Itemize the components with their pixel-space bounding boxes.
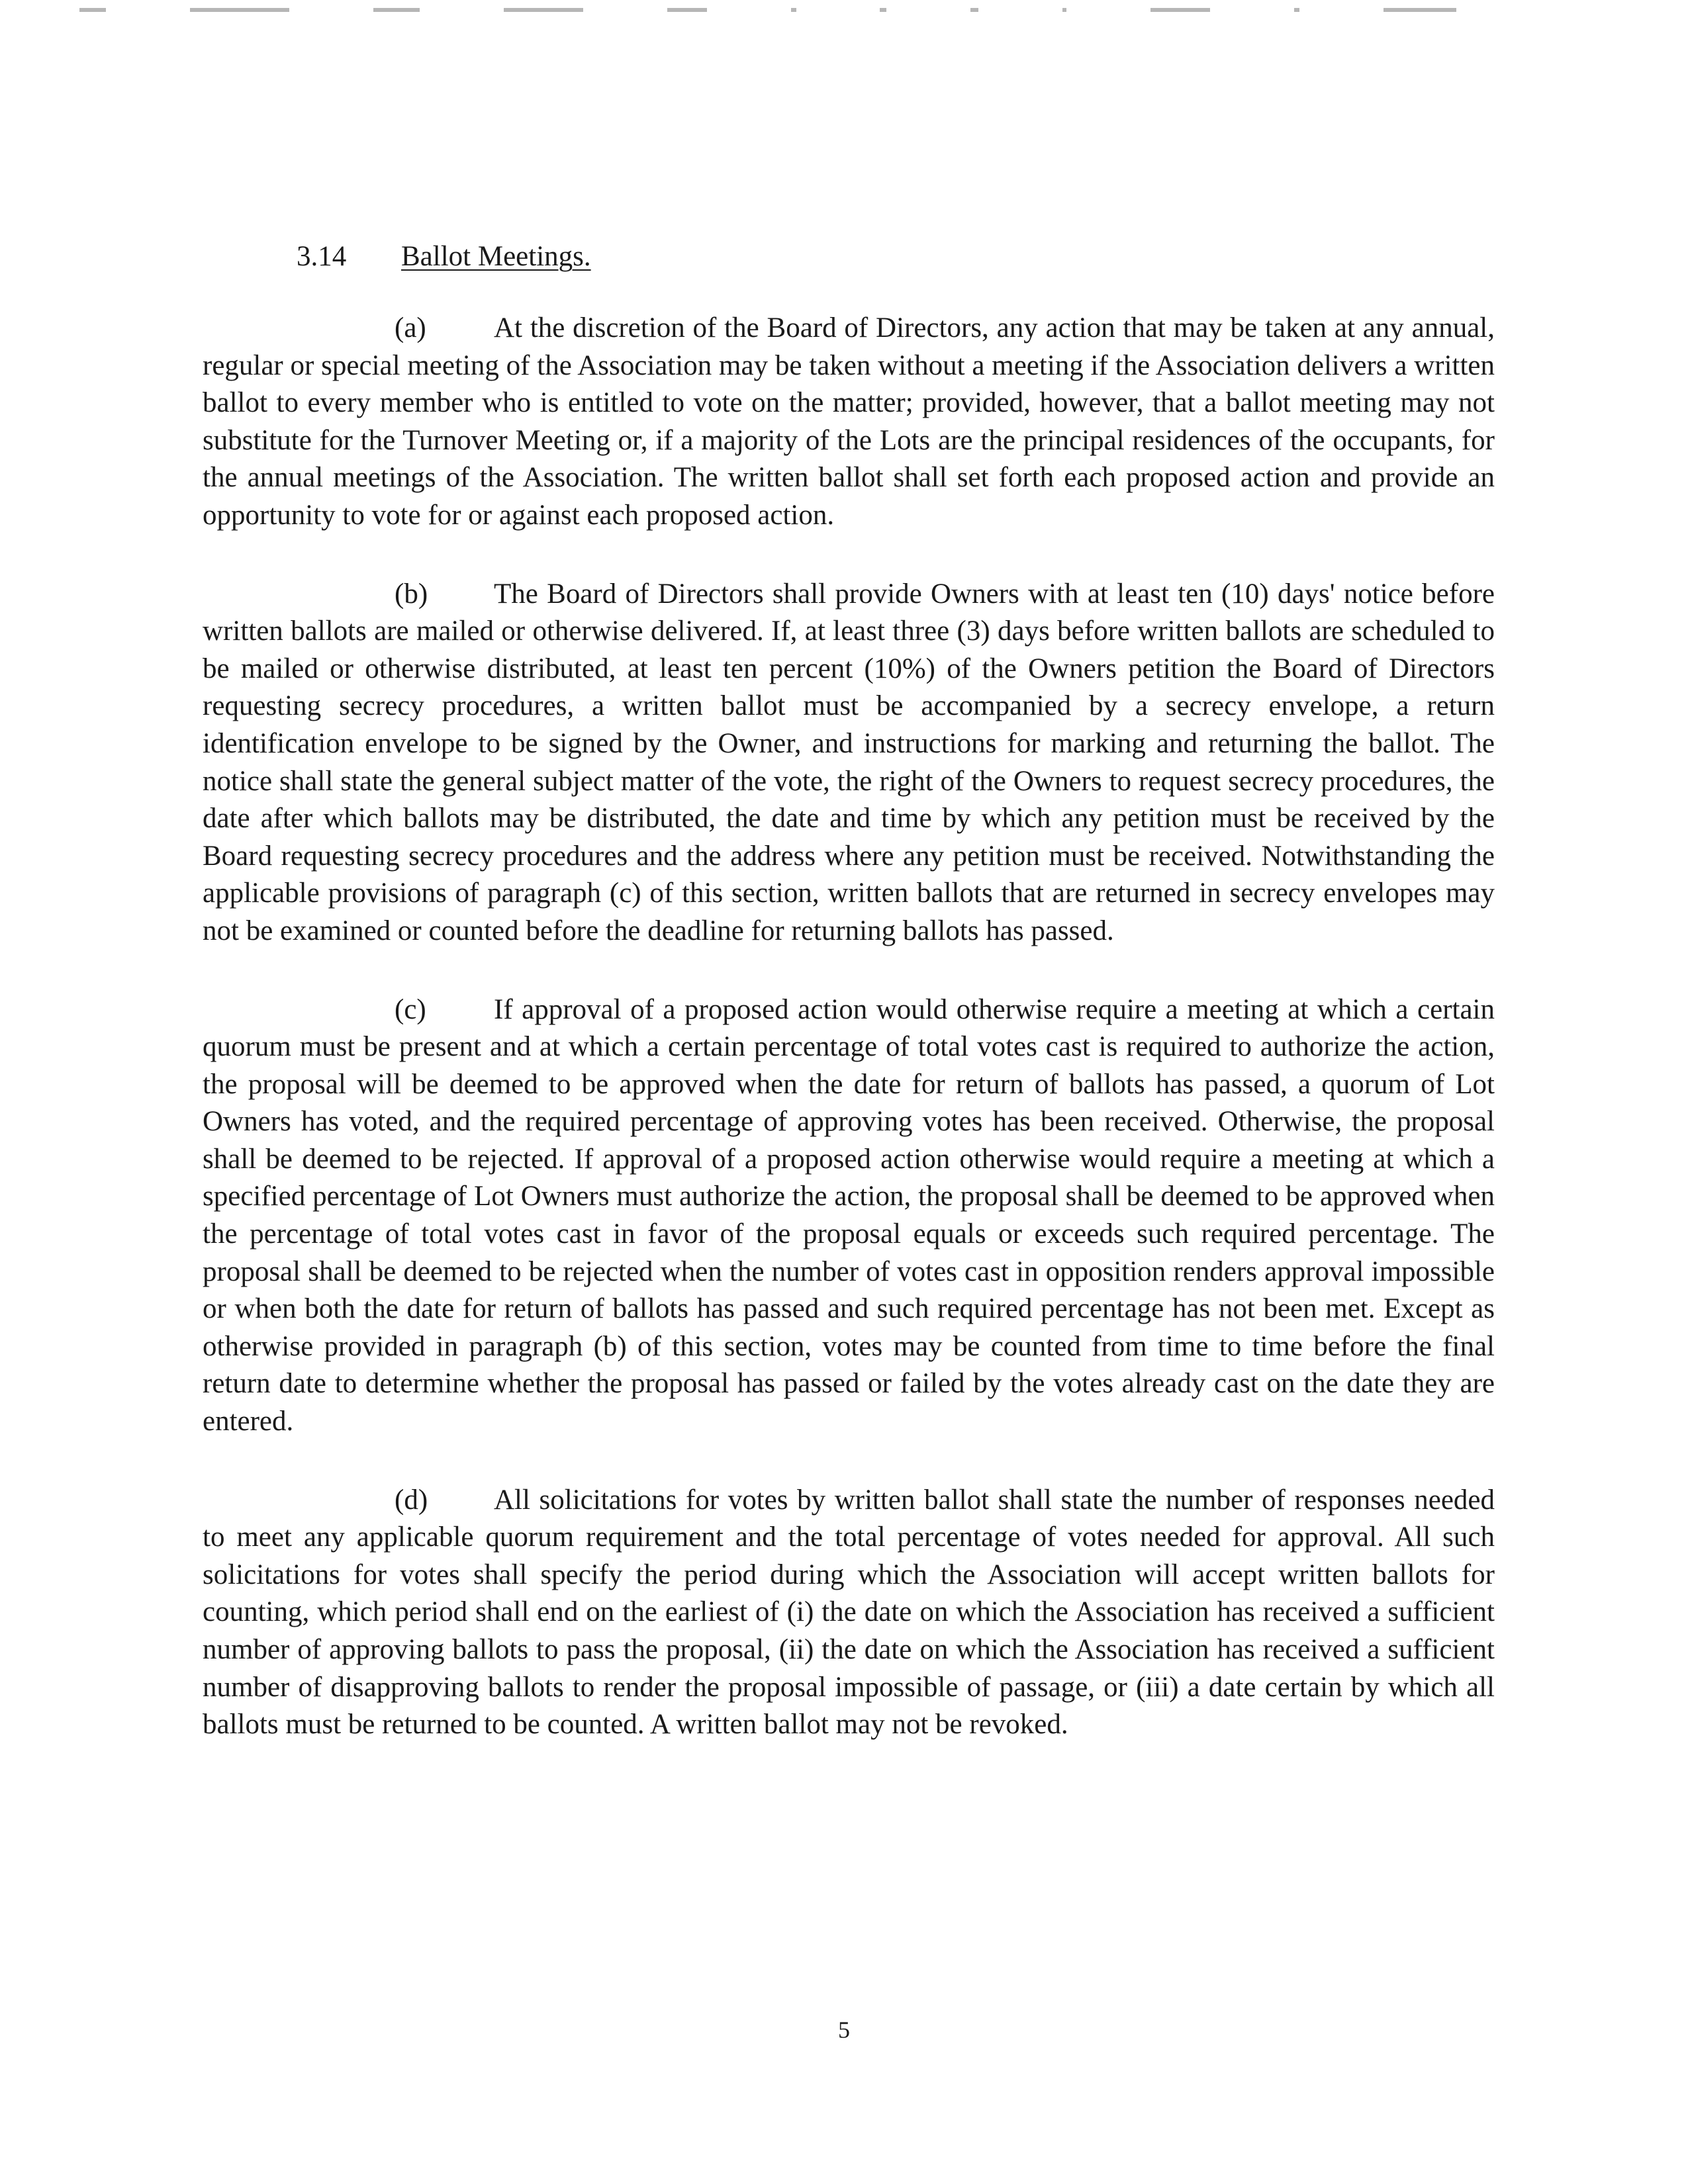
- paragraph-b: [203, 576, 1495, 950]
- section-body: [203, 310, 1495, 1785]
- paragraph-label: (d): [395, 1484, 428, 1516]
- paragraph-text: The Board of Directors shall provide Owners with at least ten (10) days' notice before written ballots are mailed or otherwise delivered. If, at least three (3) days before written ballots are scheduled to be mailed or otherwise distributed, at least ten percent (10%) of the Owners petition the Board of Directors requesting secrecy procedures, a written ballot must be accompanied by a secrecy envelope, a return identification envelope to be signed by the Owner, and instructions for marking and returning the ballot. The notice shall state the general subject matter of the vote, the right of the Owners to request secrecy procedures, the date after which ballots may be distributed, the date and time by which any petition must be received by the Board requesting secrecy procedures and the address where any petition must be received. Notwithstanding the applicable provisions of paragraph (c) of this section, written ballots that are returned in secrecy envelopes may not be examined or counted before the deadline for returning ballots has passed.: [203, 578, 1495, 946]
- section-number: 3.14: [297, 241, 347, 272]
- scan-artifacts: [79, 5, 1456, 15]
- section-title: Ballot Meetings.: [401, 241, 591, 272]
- page-number: 5: [838, 2017, 850, 2043]
- paragraph-text: If approval of a proposed action would otherwise require a meeting at which a certain quorum must be present and at which a certain percentage of total votes cast is required to authorize the action, the proposal will be deemed to be approved when the date for return of ballots has passed, a quorum of Lot Owners has voted, and the required percentage of approving votes has been received. Otherwise, the proposal shall be deemed to be rejected. If approval of a proposed action otherwise would require a meeting at which a specified percentage of Lot Owners must authorize the action, the proposal shall be deemed to be approved when the percentage of total votes cast in favor of the proposal equals or exceeds such required percentage. The proposal shall be deemed to be rejected when the number of votes cast in opposition renders approval impossible or when both the date for return of ballots has passed and such required percentage has not been met. Except as otherwise provided in paragraph (b) of this section, votes may be counted from time to time before the final return date to determine whether the proposal has passed or failed by the votes already cast on the date they are entered.: [203, 993, 1495, 1437]
- paragraph-text: At the discretion of the Board of Directors, any action that may be taken at any annual, regular or special meeting of the Association may be taken without a meeting if the Association delivers a written ballot to every member who is entitled to vote on the matter; provided, however, that a ballot meeting may not substitute for the Turnover Meeting or, if a majority of the Lots are the principal residences of the occupants, for the annual meetings of the Association. The written ballot shall set forth each proposed action and provide an opportunity to vote for or against each proposed action.: [203, 312, 1495, 531]
- section-heading: [297, 238, 591, 275]
- paragraph-label: (b): [395, 578, 428, 610]
- paragraph-a: [203, 310, 1495, 535]
- paragraph-c: [203, 991, 1495, 1441]
- paragraph-text: All solicitations for votes by written ballot shall state the number of responses needed to meet any applicable quorum requirement and the total percentage of votes needed for approval. All such solicitations for votes shall specify the period during which the Association will accept written ballots for counting, which period shall end on the earliest of (i) the date on which the Association has received a sufficient number of approving ballots to pass the proposal, (ii) the date on which the Association has received a sufficient number of disapproving ballots to render the proposal impossible of passage, or (iii) a date certain by which all ballots must be returned to be counted. A written ballot may not be revoked.: [203, 1484, 1495, 1741]
- paragraph-label: (a): [395, 312, 426, 343]
- paragraph-d: [203, 1482, 1495, 1744]
- paragraph-label: (c): [395, 993, 426, 1025]
